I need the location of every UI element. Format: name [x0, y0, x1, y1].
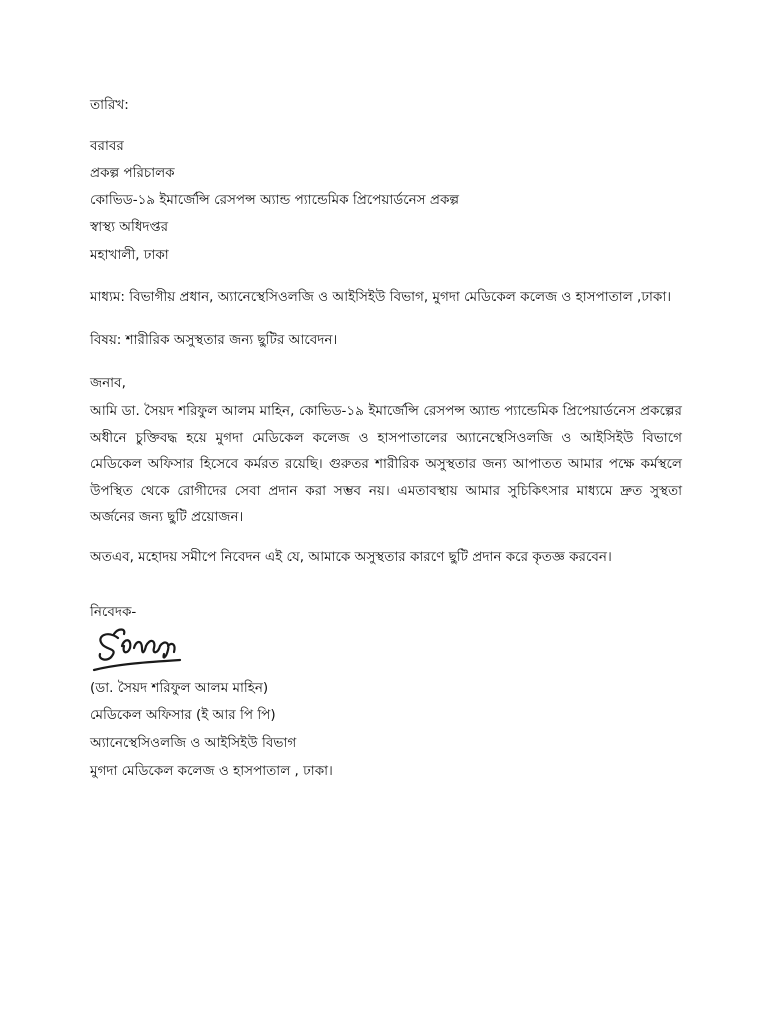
- subject-line: বিষয়: শারীরিক অসুস্থতার জন্য ছুটির আবেদন।: [90, 332, 338, 348]
- recipient-line-4: স্বাস্থ্য অধিদপ্তর: [90, 219, 169, 235]
- through-line: মাধ্যম: বিভাগীয় প্রধান, অ্যানেস্থেসিওলজি ও আইসিইউ বিভাগ, মুগদা মেডিকেল কলেজ ও হাসপাতাল ,ঢাকা।: [90, 289, 672, 305]
- closing-request: অতএব, মহোদয় সমীপে নিবেদন এই যে, আমাকে অসুস্থতার কারণে ছুটি প্রদান করে কৃতজ্ঞ করবেন।: [90, 549, 612, 565]
- handwritten-signature: [88, 624, 188, 676]
- body-paragraph: আমি ডা. সৈয়দ শরিফুল আলম মাহিন, কোভিড-১৯ ইমার্জেন্সি রেসপন্স অ্যান্ড প্যান্ডেমিক প্রিপেয়ার্ডনেস প্রকল্পের অধীনে চুক্তিবদ্ধ হয়ে মুগদা মেডিকেল কলেজ ও হাসপাতালের অ্যানেস্থেসিওলজি ও আইসিইউ বিভাগে মেডিকেল অফিসার হিসেবে কর্মরত রয়েছি। গুরুতর শারীরিক অসুস্থতার জন্য আপাতত আমার পক্ষে কর্মস্থলে উপস্থিত থেকে রোগীদের সেবা প্রদান করা সম্ভব নয়। এমতাবস্থায় আমার সুচিকিৎসার মাধ্যমে দ্রুত সুস্থতা অর্জনের জন্য ছুটি প্রয়োজন।: [90, 403, 682, 525]
- recipient-line-1: বরাবর: [90, 138, 124, 154]
- sender-department: অ্যানেস্থেসিওলজি ও আইসিইউ বিভাগ: [90, 735, 297, 751]
- sender-label: নিবেদক-: [90, 604, 137, 620]
- recipient-line-2: প্রকল্প পরিচালক: [90, 165, 175, 181]
- salutation: জনাব,: [90, 375, 126, 391]
- recipient-line-3: কোভিড-১৯ ইমার্জেন্সি রেসপন্স অ্যান্ড প্যান্ডেমিক প্রিপেয়ার্ডনেস প্রকল্প: [90, 192, 460, 208]
- sender-institution: মুগদা মেডিকেল কলেজ ও হাসপাতাল , ঢাকা।: [90, 763, 333, 779]
- sender-designation: মেডিকেল অফিসার (ই আর পি পি): [90, 707, 276, 723]
- sender-name: (ডা. সৈয়দ শরিফুল আলম মাহিন): [90, 680, 269, 696]
- recipient-line-5: মহাখালী, ঢাকা: [90, 247, 169, 263]
- date-label: তারিখ:: [90, 97, 129, 113]
